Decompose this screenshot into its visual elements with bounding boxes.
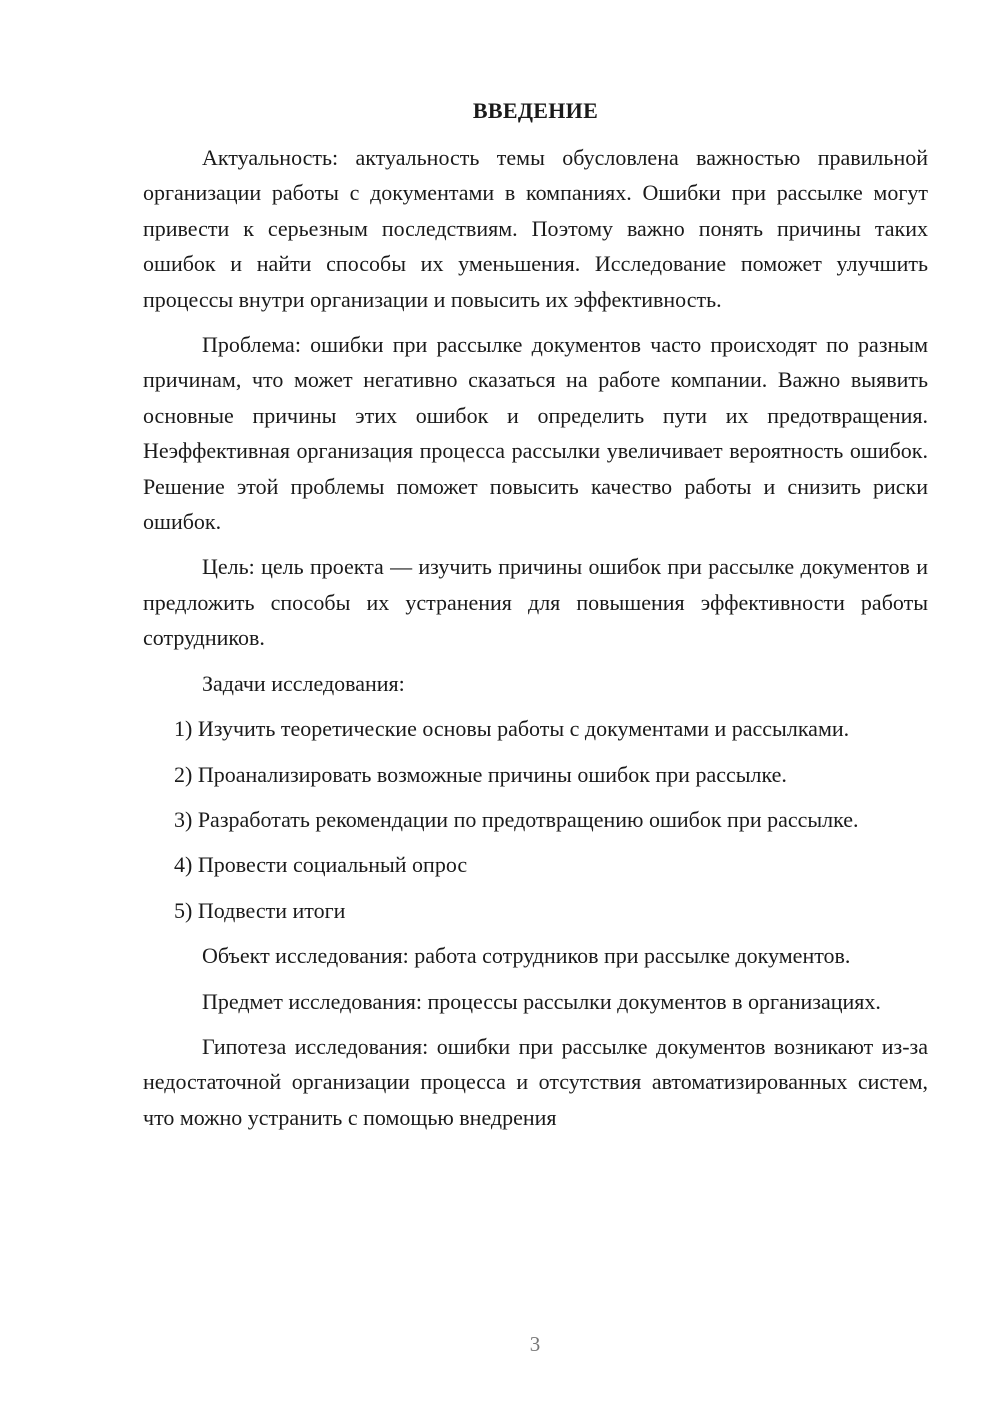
paragraph-object: Объект исследования: работа сотрудников при рассылке документов. [202, 943, 851, 969]
paragraph-hypothesis: Гипотеза исследования: ошибки при рассылке документов возникают из-за недостаточной организации процесса и отсутствия автоматизированных систем, что можно устранить с помощью внедрения [143, 1033, 928, 1130]
section-heading: ВВЕДЕНИЕ [472, 98, 599, 123]
tasks-heading: Задачи исследования: [202, 670, 405, 696]
paragraph-goal: Цель: цель проекта — изучить причины ошибок при рассылке документов и предложить способы их устранения для повышения эффективности работы сотрудников. [143, 554, 928, 651]
task-item-1: 1) Изучить теоретические основы работы с документами и рассылками. [174, 716, 850, 742]
page-number: 3 [529, 1332, 541, 1356]
document-page [143, 96, 928, 1135]
paragraph-subject: Предмет исследования: процессы рассылки документов в организациях. [202, 988, 881, 1014]
task-item-5: 5) Подвести итоги [174, 897, 346, 923]
task-item-4: 4) Провести социальный опрос [174, 852, 468, 878]
paragraph-relevance: Актуальность: актуальность темы обусловлена важностью правильной организации работы с документами в компаниях. Ошибки при рассылке могут привести к серьезным последствиям. Поэтому важно понять причины таких ошибок и найти способы их уменьшения. Исследование поможет улучшить процессы внутри организации и повысить их эффективность. [143, 145, 928, 312]
paragraph-problem: Проблема: ошибки при рассылке документов часто происходят по разным причинам, что может негативно сказаться на работе компании. Важно выявить основные причины этих ошибок и определить пути их предотвращения. Неэффективная организация процесса рассылки увеличивает вероятность ошибок. Решение этой проблемы поможет повысить качество работы и снизить риски ошибок. [143, 332, 928, 535]
task-item-2: 2) Проанализировать возможные причины ошибок при рассылке. [174, 761, 787, 787]
task-item-3: 3) Разработать рекомендации по предотвращению ошибок при рассылке. [174, 806, 859, 832]
